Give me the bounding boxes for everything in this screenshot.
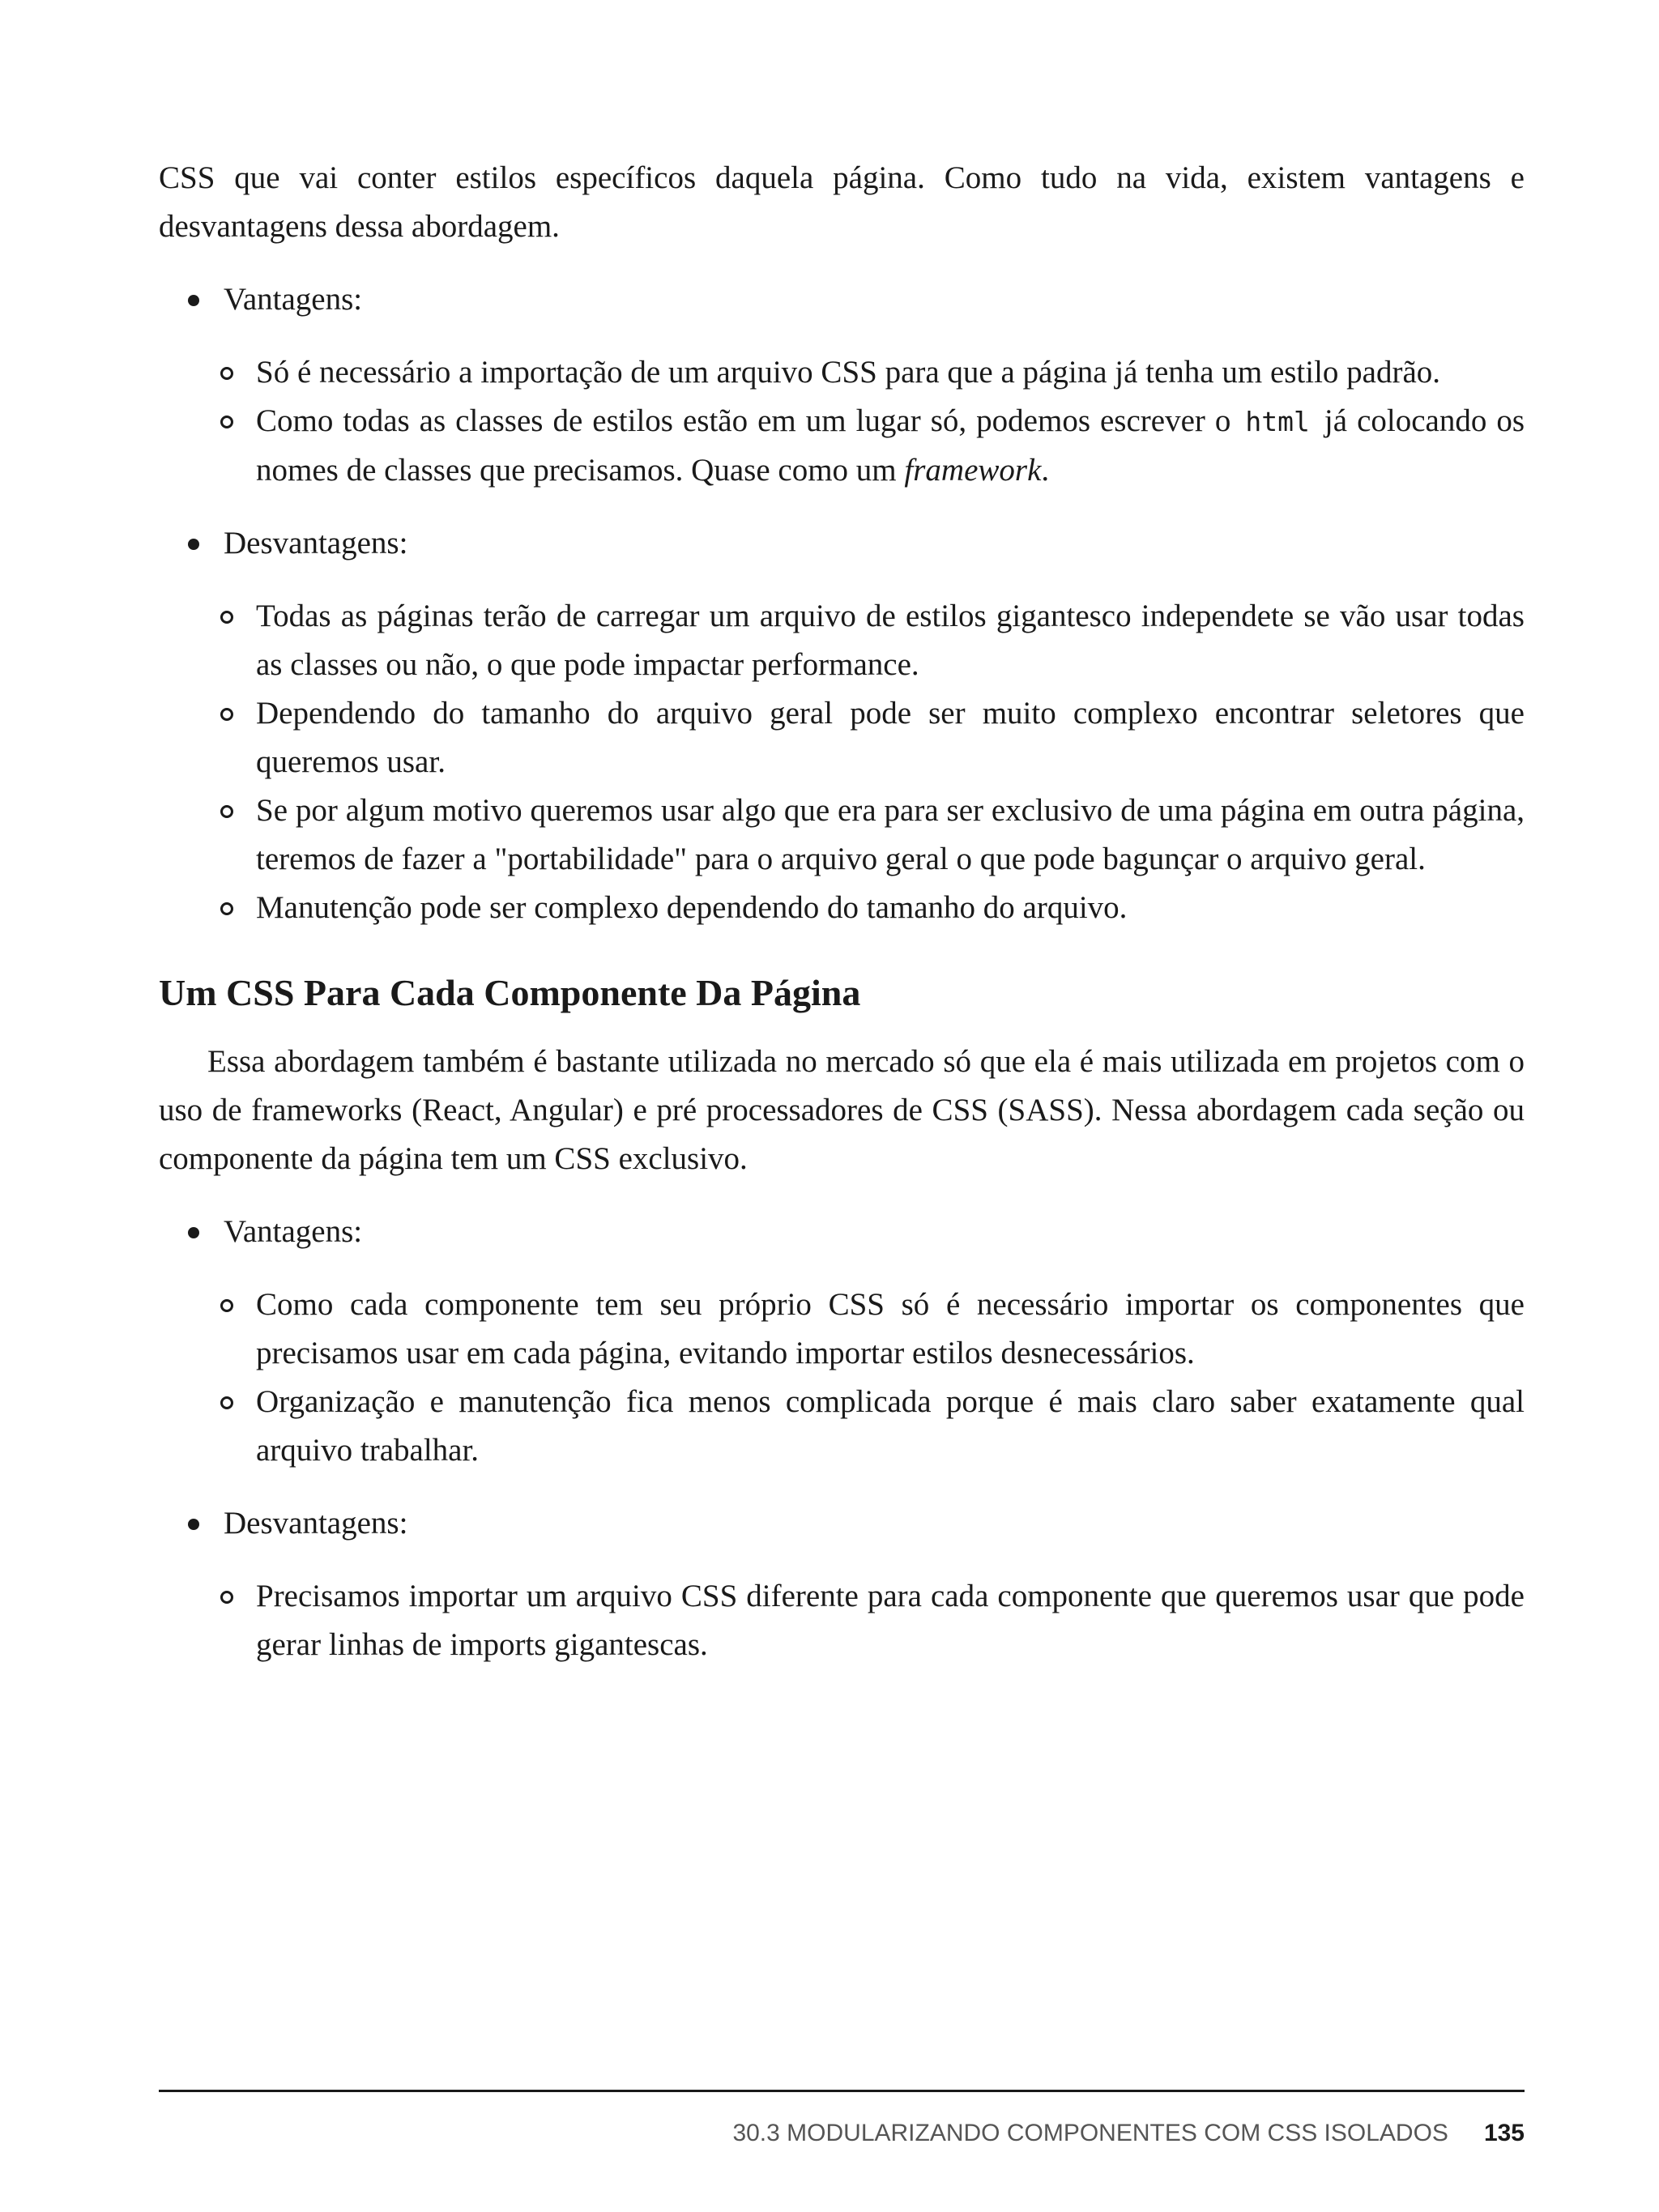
bullet-circle-icon [220,1591,233,1604]
footer-chapter-title: 30.3 MODULARIZANDO COMPONENTES COM CSS ISOLADOS [732,2120,1448,2146]
list-item-text: . [1041,453,1050,488]
list-item-text: já colocando os nomes de classes que precisamos. Quase como um [256,403,1525,488]
list-item-text: Só é necessário a importação de um arquivo CSS para que a página já tenha um estilo padrão. [256,355,1441,390]
list-item-text: Como cada componente tem seu próprio CSS só é necessário importar os componentes que precisamos usar em cada página, evitando importar estilos desnecessários. [256,1287,1525,1370]
disadvantages-label: Desvantagens: [224,1506,408,1541]
bullet-circle-icon [220,902,233,915]
disadvantages-heading [159,1499,1525,1548]
emphasis-text: framework [904,453,1042,488]
advantages-heading [159,275,1525,324]
list-item [159,1378,1525,1475]
bullet-disc-icon [188,539,199,550]
disadvantages-list [159,592,1525,932]
list-item-text: Dependendo do tamanho do arquivo geral pode ser muito complexo encontrar seletores que queremos usar. [256,696,1525,779]
advantages-label: Vantagens: [224,282,363,317]
list-item [159,786,1525,884]
disadvantages-label: Desvantagens: [224,526,408,560]
list-item [159,884,1525,932]
list-item [159,348,1525,397]
page-number: 135 [1483,2120,1525,2146]
list-item [159,1281,1525,1378]
bullet-disc-icon [188,295,199,306]
list-item [159,519,1525,932]
list-item [159,1499,1525,1669]
section1-list [159,275,1525,932]
bullet-circle-icon [220,416,233,428]
list-item [159,397,1525,495]
advantages-heading [159,1208,1525,1256]
list-item [159,592,1525,689]
bullet-disc-icon [188,1227,199,1238]
list-item-text: Se por algum motivo queremos usar algo que era para ser exclusivo de uma página em outra página, teremos de fazer a "portabilidade" para o arquivo geral o que pode bagunçar o arquivo geral. [256,793,1525,876]
section2-list [159,1208,1525,1669]
footer-divider [159,2090,1525,2092]
intro-paragraph: CSS que vai conter estilos específicos daquela página. Como tudo na vida, existem vantagens e desvantagens dessa abordagem. [159,160,1525,244]
bullet-circle-icon [220,708,233,721]
advantages-label: Vantagens: [224,1214,363,1249]
list-item [159,689,1525,786]
disadvantages-list [159,1572,1525,1669]
list-item-text: Organização e manutenção fica menos complicada porque é mais claro saber exatamente qual arquivo trabalhar. [256,1384,1525,1468]
list-item-text: Todas as páginas terão de carregar um arquivo de estilos gigantesco independete se vão usar todas as classes ou não, o que pode impactar performance. [256,599,1525,682]
page-footer [732,2117,1525,2150]
bullet-circle-icon [220,367,233,380]
list-item-text: Manutenção pode ser complexo dependendo do tamanho do arquivo. [256,890,1128,925]
disadvantages-heading [159,519,1525,568]
advantages-list [159,348,1525,495]
bullet-circle-icon [220,611,233,624]
list-item-text: Como todas as classes de estilos estão em um lugar só, podemos escrever o [256,403,1231,438]
bullet-circle-icon [220,1396,233,1409]
list-item-text: Precisamos importar um arquivo CSS diferente para cada componente que queremos usar que pode gerar linhas de imports gigantescas. [256,1579,1525,1662]
bullet-circle-icon [220,805,233,818]
bullet-circle-icon [220,1299,233,1312]
inline-code: html [1245,406,1310,437]
page-content [159,154,1525,1669]
list-item [159,1572,1525,1669]
list-item [159,275,1525,495]
bullet-disc-icon [188,1519,199,1530]
section-paragraph: Essa abordagem também é bastante utilizada no mercado só que ela é mais utilizada em projetos com o uso de frameworks (React, Angular) e pré processadores de CSS (SASS). Nessa abordagem cada seção ou componente da página tem um CSS exclusivo. [159,1044,1525,1176]
section-heading: Um CSS Para Cada Componente Da Página [159,972,861,1013]
list-item [159,1208,1525,1475]
advantages-list [159,1281,1525,1475]
